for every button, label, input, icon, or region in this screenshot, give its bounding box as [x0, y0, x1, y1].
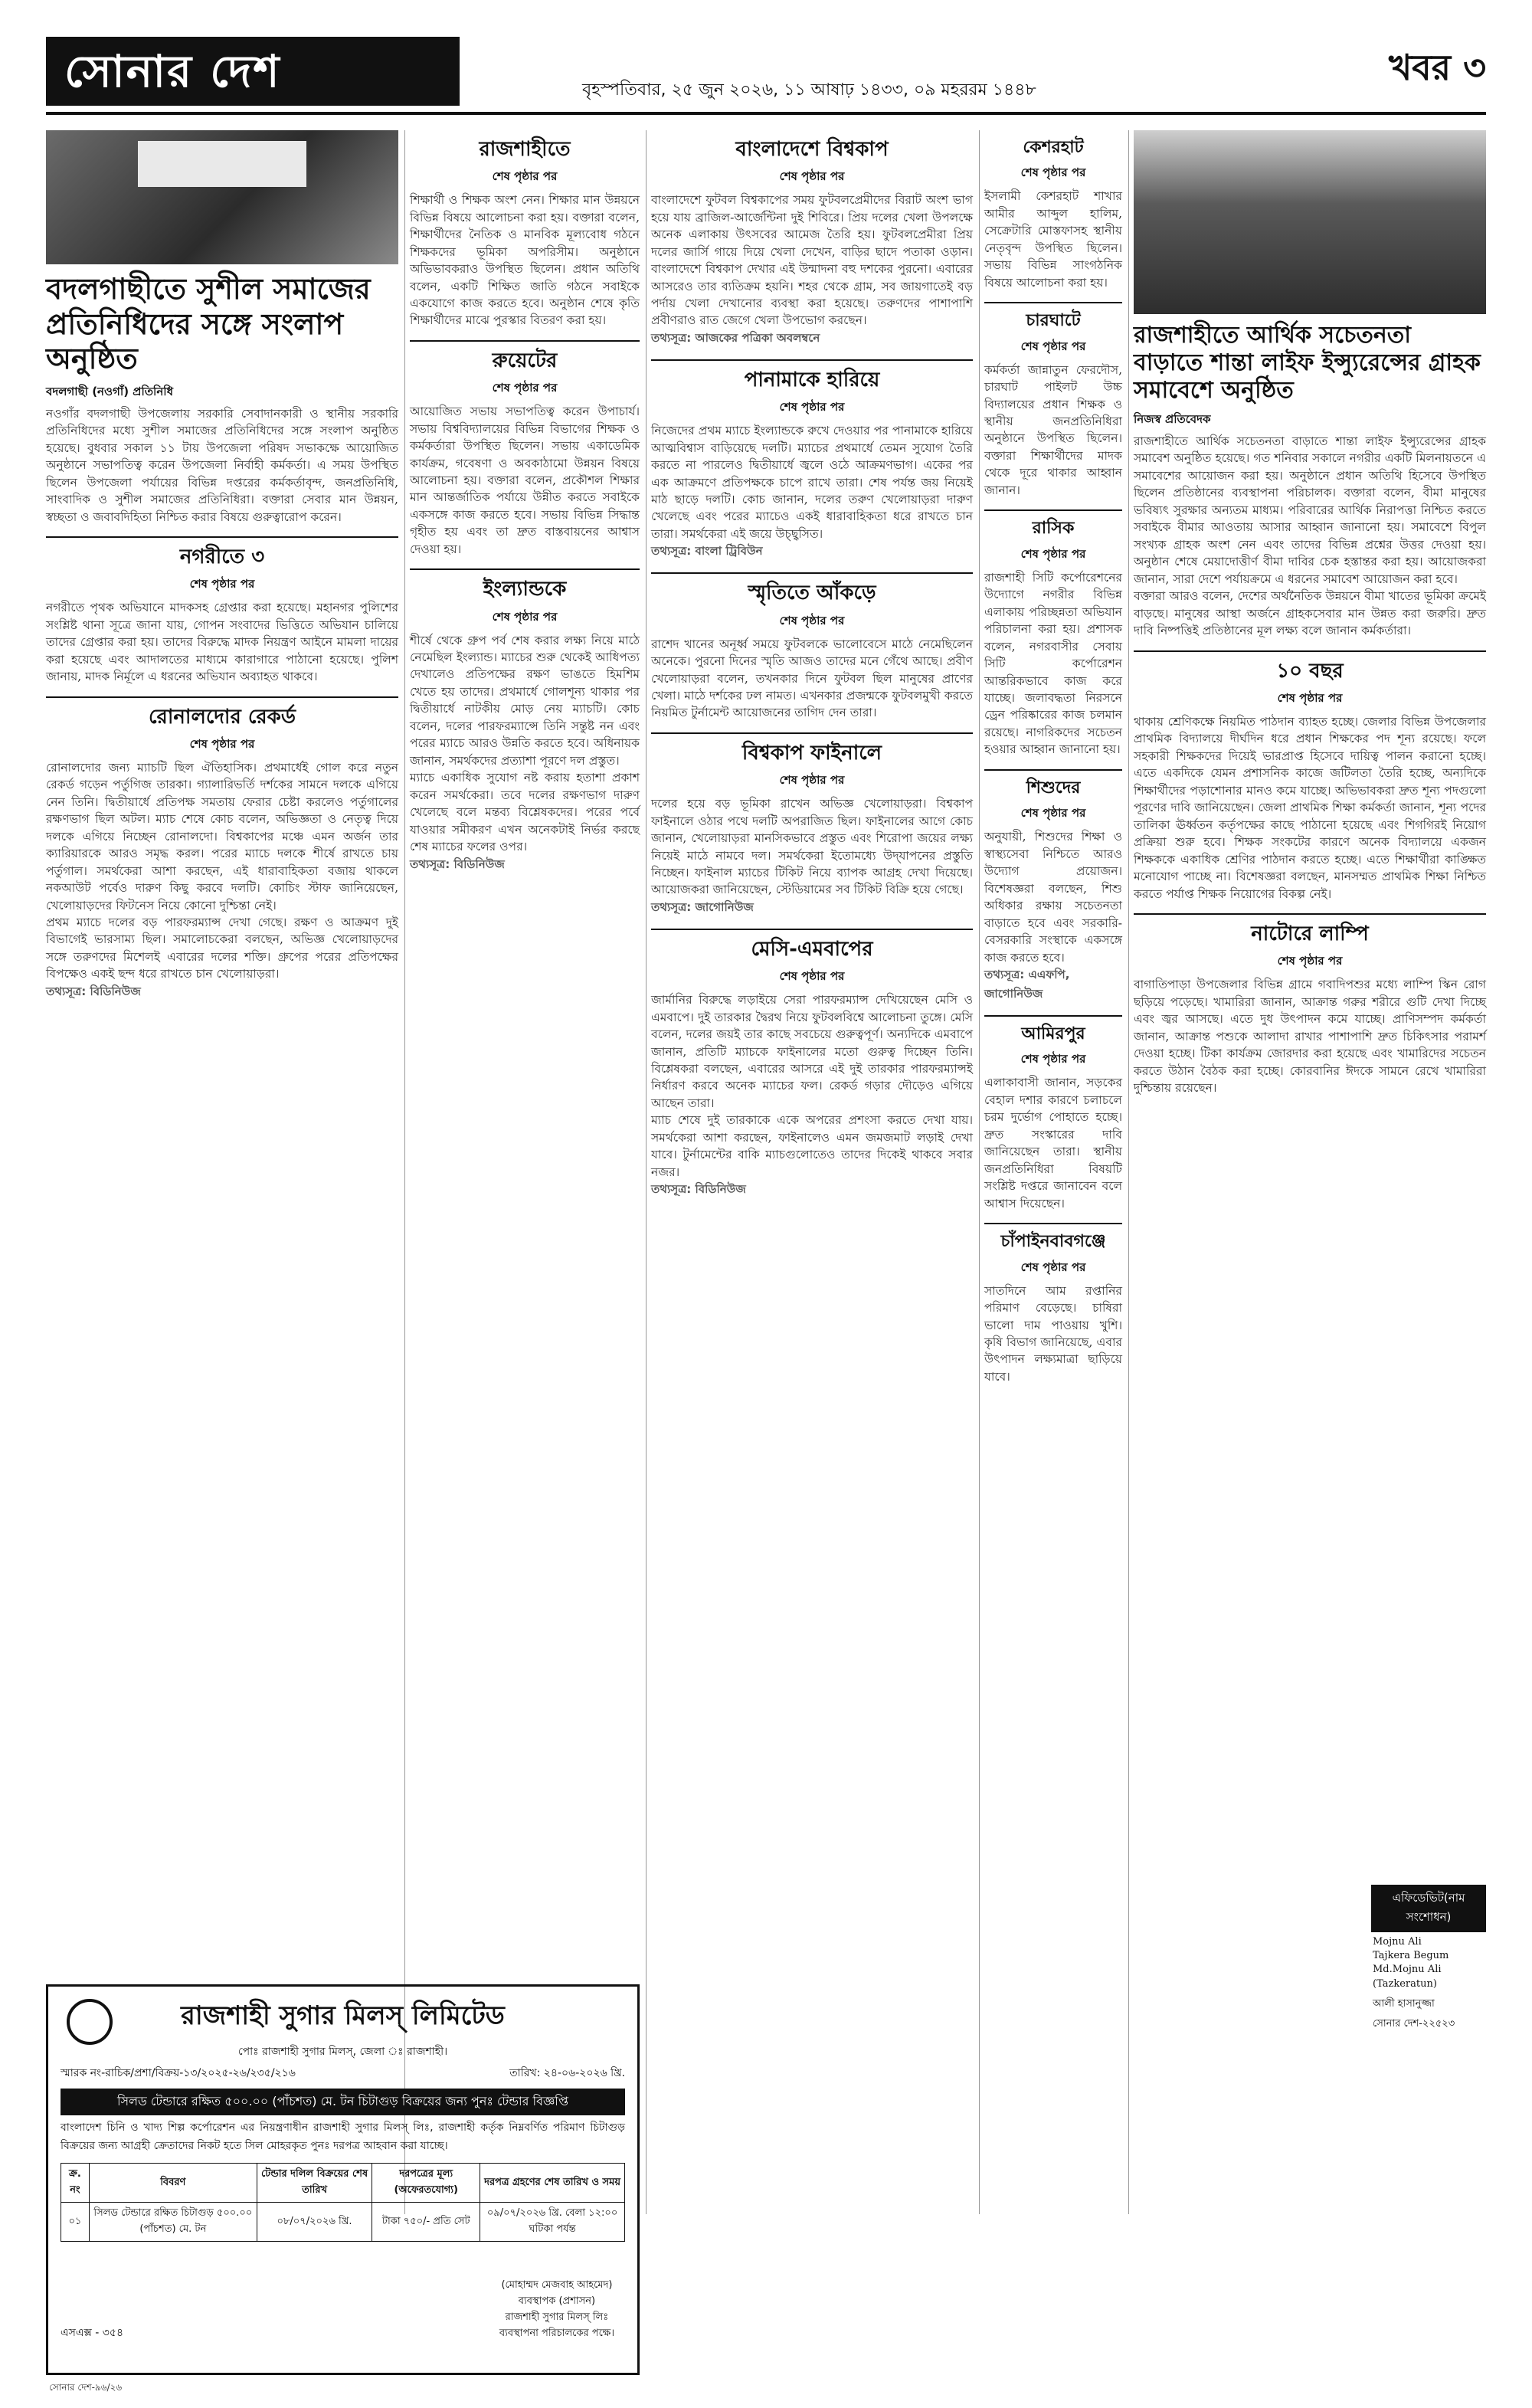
article-byline: নিজস্ব প্রতিবেদক	[1134, 412, 1211, 426]
section-title: চারঘাটে	[1026, 311, 1081, 331]
continued-label: শেষ পৃষ্ঠার পর	[1277, 954, 1343, 968]
article-body: সাতদিনে আম রপ্তানির পরিমাণ বেড়েছে। চাষিরা ভালো দাম পাওয়ায় খুশি। কৃষি বিভাগ জানিয়েছে, এবার উৎপাদন লক্ষ্যমাত্রা ছাড়িয়ে যাবে।	[984, 1283, 1122, 1384]
article-source: তথ্যসূত্র: জাগোনিউজ	[651, 899, 754, 914]
ad-code: এসএক্স - ৩৫৪	[61, 2327, 124, 2339]
article-body: শীর্ষে থেকে গ্রুপ পর্ব শেষ করার লক্ষ্য নিয়ে মাঠে নেমেছিল ইংল্যান্ড। ম্যাচের শুরু থেকেই আধিপত্য দেখালেও প্রতিপক্ষের রক্ষণ ভাঙতে হিমশিম খেতে হয় তাদের। প্রথমার্ধে গোলশূন্য থাকার পর দ্বিতীয়ার্ধে নাটকীয় মোড় নেয় ম্যাচটি। কোচ বলেন, দলের পারফরম্যান্সে তিনি সন্তুষ্ট নন এবং পরের ম্যাচে আরও উন্নতি করতে হবে। অধিনায়ক জানান, সমর্থকদের প্রত্যাশা পূরণে দল প্রস্তুত।	[410, 633, 640, 768]
article-body: থাকায় শ্রেণিকক্ষে নিয়মিত পাঠদান ব্যাহত হচ্ছে। জেলার বিভিন্ন উপজেলার প্রাথমিক বিদ্যালয়ে দীর্ঘদিন ধরে প্রধান শিক্ষকের পদ শূন্য রয়েছে। ফলে সহকারী শিক্ষকদের দিয়েই ভারপ্রাপ্ত হিসেবে দায়িত্ব পালন করানো হচ্ছে। এতে একদিকে যেমন প্রশাসনিক কাজে জটিলতা তৈরি হচ্ছে, অন্যদিকে শিক্ষার্থীদের পড়াশোনার মানও কমে যাচ্ছে। অভিভাবকরা দ্রুত শূন্য পদগুলো পূরণের দাবি জানিয়েছেন। জেলা প্রাথমিক শিক্ষা কর্মকর্তা জানান, শূন্য পদের তালিকা ঊর্ধ্বতন কর্তৃপক্ষের কাছে পাঠানো হয়েছে এবং শিগগিরই নিয়োগ প্রক্রিয়া শুরু হবে। শিক্ষক সংকটের কারণে অনেক বিদ্যালয়ে একজন শিক্ষককে একাধিক শ্রেণির পাঠদান করতে হচ্ছে। এতে শিক্ষার্থীরা কাঙ্ক্ষিত মনোযোগ পাচ্ছে না। বিশেষজ্ঞরা বলছেন, মানসম্মত প্রাথমিক শিক্ষা নিশ্চিত করতে পর্যাপ্ত শিক্ষক নিয়োগের বিকল্প নেই।	[1134, 714, 1486, 901]
article-body: রাজশাহী সিটি কর্পোরেশনের উদ্যোগে নগরীর বিভিন্ন এলাকায় পরিচ্ছন্নতা অভিযান পরিচালনা করা হয়। প্রশাসক বলেন, নগরবাসীর সেবায় সিটি কর্পোরেশন আন্তরিকভাবে কাজ করে যাচ্ছে। জলাবদ্ধতা নিরসনে ড্রেন পরিষ্কারের কাজ চলমান রয়েছে। নাগরিকদের সচেতন হওয়ার আহ্বান জানানো হয়।	[984, 570, 1122, 757]
article-body: দলের হয়ে বড় ভূমিকা রাখেন অভিজ্ঞ খেলোয়াড়রা। বিশ্বকাপ ফাইনালে ওঠার পথে দলটি অপরাজিত ছিল। ফাইনালের আগে কোচ জানান, খেলোয়াড়রা মানসিকভাবে প্রস্তুত এবং শিরোপা জয়ের লক্ষ্য নিয়েই মাঠে নামবে দল। সমর্থকেরা ইতোমধ্যে উদ্‌যাপনের প্রস্তুতি নিচ্ছেন। ফাইনাল ম্যাচের টিকিট নিয়ে ব্যাপক আগ্রহ দেখা দিয়েছে। আয়োজকরা জানিয়েছেন, স্টেডিয়ামের সব টিকিট বিক্রি হয়ে গেছে।	[651, 797, 973, 897]
ad-address: পোঃ রাজশাহী সুগার মিলস্, জেলা ঃ রাজশাহী।	[237, 2046, 448, 2058]
continued-label: শেষ পৃষ্ঠার পর	[779, 773, 845, 788]
article-body: জার্মানির বিরুদ্ধে লড়াইয়ে সেরা পারফরম্যান্স দেখিয়েছেন মেসি ও এমবাপে। দুই তারকার দ্বৈরথ নিয়ে ফুটবলবিশ্বে আলোচনা তুঙ্গে। মেসি বলেন, দলের জয়ই তার কাছে সবচেয়ে গুরুত্বপূর্ণ। অন্যদিকে এমবাপে জানান, প্রতিটি ম্যাচকে ফাইনালের মতো গুরুত্ব দিচ্ছেন তিনি। বিশ্লেষকরা বলছেন, এবারের আসরে এই দুই তারকার পারফরম্যান্সই নির্ধারণ করবে অনেক ম্যাচের ফল। রেকর্ড গড়ার দৌড়েও এগিয়ে আছেন তারা।	[651, 993, 973, 1110]
section-title: মেসি-এমবাপের	[751, 937, 873, 961]
continued-label: শেষ পৃষ্ঠার পর	[1020, 1260, 1086, 1274]
table-header: টেন্ডার দলিল বিক্রয়ের শেষ তারিখ	[257, 2164, 372, 2203]
section-title: চাঁপাইনবাবগঞ্জে	[1000, 1232, 1106, 1252]
ad-ref: স্মারক নং-রাচিক/প্রশা/বিক্রয়-১৩/২০২৫-২৬/২৩৫/২১৬	[61, 2067, 296, 2079]
article-source: তথ্যসূত্র: বিডিনিউজ	[651, 1182, 746, 1197]
continued-label: শেষ পৃষ্ঠার পর	[189, 736, 255, 751]
section-title: বিশ্বকাপ ফাইনালে	[741, 741, 882, 765]
affidavit-notice	[1371, 1885, 1486, 2034]
section-title: রাজশাহীতে	[479, 138, 571, 161]
section-title: স্মৃতিতে আঁকড়ে	[748, 582, 876, 605]
article-headline: রাজশাহীতে আর্থিক সচেতনতা বাড়াতে শান্তা লাইফ ইন্স্যুরেন্সের গ্রাহক সমাবেশে অনুষ্ঠিত	[1134, 322, 1481, 404]
signatory-org-2: ব্যবস্থাপনা পরিচালকের পক্ষে।	[499, 2328, 614, 2339]
ad-ref-row	[61, 2064, 625, 2082]
table-header: ক্র. নং	[61, 2164, 90, 2203]
newspaper-logo: সোনার দেশ	[46, 37, 460, 106]
article-source: তথ্যসূত্র: আজকের পত্রিকা অবলম্বনে	[651, 330, 820, 345]
tender-table	[61, 2163, 625, 2242]
column-divider	[1128, 130, 1129, 2214]
section-title: নাটোরে লাম্পি	[1251, 922, 1369, 945]
affidavit-name: Mojnu Ali	[1373, 1936, 1422, 1948]
column-divider	[404, 130, 405, 2214]
article-body: ম্যাচ শেষে দুই তারকাকে একে অপরের প্রশংসা করতে দেখা যায়। সমর্থকেরা আশা করছেন, ফাইনালেও এমন জমজমাট লড়াই দেখা যাবে। টুর্নামেন্টের বাকি ম্যাচগুলোতেও তাদের দিকেই থাকবে সবার নজর।	[651, 1113, 973, 1179]
column-2	[410, 130, 640, 878]
continued-label: শেষ পৃষ্ঠার পর	[779, 969, 845, 984]
table-cell: ০৯/০৭/২০২৬ খ্রি. বেলা ১২:০০ ঘটিকা পর্যন্ত	[480, 2203, 625, 2242]
article-body: আয়োজিত সভায় সভাপতিত্ব করেন উপাচার্য। সভায় বিশ্ববিদ্যালয়ের বিভিন্ন বিভাগের শিক্ষক ও কর্মকর্তারা উপস্থিত ছিলেন। সভায় একাডেমিক কার্যক্রম, গবেষণা ও অবকাঠামো উন্নয়ন বিষয়ে আলোচনা হয়। বক্তারা বলেন, প্রকৌশল শিক্ষার মান আন্তর্জাতিক পর্যায়ে উন্নীত করতে সবাইকে একসঙ্গে কাজ করতে হবে। সভায় বিভিন্ন সিদ্ধান্ত গৃহীত হয় এবং তা দ্রুত বাস্তবায়নের আশ্বাস দেওয়া হয়।	[410, 405, 640, 556]
section-title: বাংলাদেশে বিশ্বকাপ	[735, 138, 889, 161]
article-body: বাংলাদেশে ফুটবল বিশ্বকাপের সময় ফুটবলপ্রেমীদের বিরাট অংশ ভাগ হয়ে যায় ব্রাজিল-আর্জেন্টিনা দুই শিবিরে। প্রিয় দলের খেলা উপলক্ষে অনেক এলাকায় উৎসবের আমেজ তৈরি হয়। ফুটবলপ্রেমীরা প্রিয় দলের জার্সি গায়ে দিয়ে খেলা দেখেন, বাড়ির ছাদে পতাকা ওড়ান। বাংলাদেশে বিশ্বকাপ দেখার এই উন্মাদনা বহু দশকের পুরনো। এবারের আসরেও তার ব্যতিক্রম হয়নি। শহর থেকে গ্রাম, সব জায়গাতেই বড় পর্দায় খেলা দেখানোর ব্যবস্থা করা হয়েছে। তরুণদের পাশাপাশি প্রবীণরাও রাত জেগে খেলা উপভোগ করছেন।	[651, 193, 973, 328]
company-logo-icon	[67, 1999, 113, 2045]
table-header: দরপত্র গ্রহণের শেষ তারিখ ও সময়	[480, 2164, 625, 2203]
section-title: রুয়েটের	[492, 349, 558, 372]
column-divider	[979, 130, 980, 2214]
table-cell: ০১	[61, 2203, 90, 2242]
article-source: তথ্যসূত্র: এএফপি, জাগোনিউজ	[984, 968, 1070, 1001]
continued-label: শেষ পৃষ্ঠার পর	[1020, 546, 1086, 561]
article-source: তথ্যসূত্র: বিডিনিউজ	[410, 857, 505, 871]
article-body: রোনালদোর জন্য ম্যাচটি ছিল ঐতিহাসিক। প্রথমার্ধেই গোল করে নতুন রেকর্ড গড়েন পর্তুগিজ তারকা। গ্যালারিভর্তি দর্শকের সামনে দলকে এগিয়ে নেন তিনি। দ্বিতীয়ার্ধে প্রতিপক্ষ সমতায় ফেরার চেষ্টা করলেও পর্তুগালের রক্ষণভাগ ছিল অটল। ম্যাচ শেষে কোচ বলেন, অভিজ্ঞতা ও নেতৃত্ব দিয়ে দলকে এগিয়ে নিচ্ছেন রোনালদো। বিশ্বকাপের মঞ্চে এমন অর্জন তার ক্যারিয়ারকে আরও সমৃদ্ধ করল। পরের ম্যাচে দলকে শীর্ষে রাখতে চায় পর্তুগাল। সমর্থকেরা আশা করছেন, এই ধারাবাহিকতা বজায় থাকলে নকআউট পর্বেও দারুণ কিছু করবে দলটি। কোচিং স্টাফ জানিয়েছেন, খেলোয়াড়দের ফিটনেস নিয়ে কোনো দুশ্চিন্তা নেই।	[46, 760, 398, 912]
continued-label: শেষ পৃষ্ঠার পর	[492, 609, 558, 624]
continued-label: শেষ পৃষ্ঠার পর	[1020, 165, 1086, 180]
table-cell: ০৮/০৭/২০২৬ খ্রি.	[257, 2203, 372, 2242]
event-hall-photo	[1134, 130, 1486, 314]
table-header-row	[61, 2164, 625, 2203]
article-body: নগরীতে পৃথক অভিযানে মাদকসহ গ্রেপ্তার করা হয়েছে। মহানগর পুলিশের সংশ্লিষ্ট থানা সূত্রে জানা যায়, গোপন সংবাদের ভিত্তিতে অভিযান চালিয়ে তাদের গ্রেপ্তার করা হয়। তাদের বিরুদ্ধে মাদক নিয়ন্ত্রণ আইনে মামলা দায়ের করা হয়েছে এবং আদালতের মাধ্যমে কারাগারে পাঠানো হয়েছে। পুলিশ জানায়, মাদক নির্মূলে এ ধরনের অভিযান অব্যাহত থাকবে।	[46, 601, 398, 684]
table-cell: টাকা ৭৫০/- প্রতি সেট	[372, 2203, 480, 2242]
article-body: কর্মকর্তা জান্নাতুন ফেরদৌস, চারঘাট পাইলট উচ্চ বিদ্যালয়ের প্রধান শিক্ষক ও স্থানীয় জনপ্রতিনিধিরা অনুষ্ঠানে উপস্থিত ছিলেন। বক্তারা শিক্ষার্থীদের মাদক থেকে দূরে থাকার আহ্বান জানান।	[984, 362, 1122, 497]
ad-date: তারিখ: ২৪-০৬-২০২৬ খ্রি.	[509, 2067, 625, 2079]
section-title: নগরীতে ৩	[179, 545, 265, 569]
column-4	[984, 130, 1122, 1385]
continued-label: শেষ পৃষ্ঠার পর	[779, 169, 845, 184]
affidavit-header: এফিডেভিট(নাম সংশোধন)	[1371, 1885, 1486, 1932]
article-body: অনুযায়ী, শিশুদের শিক্ষা ও স্বাস্থ্যসেবা নিশ্চিতে আরও উদ্যোগ প্রয়োজন। বিশেষজ্ঞরা বলছেন, শিশু অধিকার রক্ষায় সচেতনতা বাড়াতে হবে এবং সরকারি-বেসরকারি সংস্থাকে একসঙ্গে কাজ করতে হবে।	[984, 830, 1122, 965]
continued-label: শেষ পৃষ্ঠার পর	[779, 400, 845, 414]
article-source: তথ্যসূত্র: বাংলা ট্রিবিউন	[651, 544, 763, 559]
continued-label: শেষ পৃষ্ঠার পর	[492, 381, 558, 395]
article-body: নওগাঁর বদলগাছী উপজেলায় সরকারি সেবাদানকারী ও স্থানীয় সরকারি প্রতিনিধিদের মধ্যে সুশীল সমাজের প্রতিনিধিদের সঙ্গে সংলাপ অনুষ্ঠিত হয়েছে। বুধবার সকাল ১১ টায় উপজেলা পরিষদ সভাকক্ষে আয়োজিত অনুষ্ঠানে সভাপতিত্ব করেন উপজেলা নির্বাহী কর্মকর্তা। এ সময় উপস্থিত ছিলেন উপজেলা পর্যায়ের বিভিন্ন দপ্তরের কর্মকর্তাবৃন্দ, জনপ্রতিনিধি, সাংবাদিক ও সুশীল সমাজের প্রতিনিধিরা। বক্তারা সেবার মান উন্নয়ন, স্বচ্ছতা ও জবাবদিহিতা নিশ্চিত করার বিষয়ে গুরুত্বারোপ করেন।	[46, 406, 398, 524]
affidavit-signature: আলী হাসানুজ্জা	[1373, 1997, 1435, 2010]
affidavit-name: (Tazkeratun)	[1373, 1977, 1437, 1990]
section-title: ১০ বছর	[1276, 659, 1344, 683]
ad-footer-code: সোনার দেশ-৯৬/২৬	[49, 2382, 123, 2393]
table-row	[61, 2203, 625, 2242]
column-3	[651, 130, 973, 1203]
signatory-org: রাজশাহী সুগার মিলস্ লিঃ	[505, 2311, 609, 2323]
ad-company-name: রাজশাহী সুগার মিলস্ লিমিটেড	[181, 2000, 505, 2031]
continued-label: শেষ পৃষ্ঠার পর	[1020, 806, 1086, 821]
signatory-title: ব্যবস্থাপক (প্রশাসন)	[518, 2295, 596, 2307]
continued-label: শেষ পৃষ্ঠার পর	[492, 169, 558, 184]
table-header: বিবরণ	[89, 2164, 257, 2203]
article-body: শিক্ষার্থী ও শিক্ষক অংশ নেন। শিক্ষার মান উন্নয়নে বিভিন্ন বিষয়ে আলোচনা করা হয়। বক্তারা বলেন, শিক্ষার্থীদের নৈতিক ও মানবিক মূল্যবোধ গঠনে শিক্ষকদের ভূমিকা অপরিসীম। অনুষ্ঠানে অভিভাবকরাও উপস্থিত ছিলেন। প্রধান অতিথি বলেন, একটি শিক্ষিত জাতি গঠনে সবাইকে একযোগে কাজ করতে হবে। অনুষ্ঠান শেষে কৃতি শিক্ষার্থীদের মাঝে পুরস্কার বিতরণ করা হয়।	[410, 193, 640, 328]
table-header: দরপত্রের মূল্য (অফেরতযোগ্য)	[372, 2164, 480, 2203]
section-title: ইংল্যান্ডকে	[483, 578, 567, 601]
article-body: এলাকাবাসী জানান, সড়কের বেহাল দশার কারণে চলাচলে চরম দুর্ভোগ পোহাতে হচ্ছে। দ্রুত সংস্কারের দাবি জানিয়েছেন তারা। স্থানীয় জনপ্রতিনিধিরা বিষয়টি সংশ্লিষ্ট দপ্তরে জানাবেন বলে আশ্বাস দিয়েছেন।	[984, 1076, 1122, 1211]
article-byline: বদলগাছী (নওগাঁ) প্রতিনিধি	[46, 384, 173, 398]
column-divider	[646, 130, 647, 2214]
section-title: শিশুদের	[1026, 778, 1081, 798]
continued-label: শেষ পৃষ্ঠার পর	[1277, 690, 1343, 705]
article-body: প্রথম ম্যাচে দলের বড় পারফরম্যান্স দেখা গেছে। রক্ষণ ও আক্রমণ দুই বিভাগেই ভারসাম্য ছিল। সমালোচকেরা বলছেন, অভিজ্ঞ খেলোয়াড়দের সঙ্গে তরুণদের মিশেলই এবারের দলের শক্তি। গ্রুপের পরের প্রতিপক্ষের বিপক্ষেও একই ছন্দ ধরে রাখতে চান খেলোয়াড়রা।	[46, 916, 398, 981]
article-source: তথ্যসূত্র: বিডিনিউজ	[46, 984, 141, 998]
tender-advertisement	[46, 1984, 640, 2375]
article-headline: বদলগাছীতে সুশীল সমাজের প্রতিনিধিদের সঙ্গে সংলাপ অনুষ্ঠিত	[46, 272, 371, 376]
section-title: পানামাকে হারিয়ে	[744, 368, 880, 392]
affidavit-footer: সোনার দেশ-২২৫২৩	[1373, 2017, 1455, 2030]
masthead	[46, 31, 1486, 115]
article-body: রাশেদ খানের অনূর্ধ্ব সময়ে ফুটবলকে ভালোবেসে মাঠে নেমেছিলেন অনেকে। পুরনো দিনের স্মৃতি আজও তাদের মনে গেঁথে আছে। প্রবীণ খেলোয়াড়রা বলেন, তখনকার দিনে ফুটবল ছিল মানুষের প্রাণের খেলা। মাঠে দর্শকের ঢল নামত। এখনকার প্রজন্মকে ফুটবলমুখী করতে নিয়মিত টুর্নামেন্ট আয়োজনের তাগিদ দেন তারা।	[651, 637, 973, 720]
meeting-photo	[46, 130, 398, 264]
affidavit-body	[1371, 1932, 1486, 1994]
affidavit-name: Md.Mojnu Ali	[1373, 1964, 1442, 1976]
section-title: আমিরপুর	[1021, 1024, 1085, 1044]
article-body: ইসলামী কেশরহাট শাখার আমীর আব্দুল হালিম, সেক্রেটারি মোস্তফাসহ স্থানীয় নেতৃবৃন্দ উপস্থিত ছিলেন। সভায় বিভিন্ন সাংগঠনিক বিষয়ে আলোচনা করা হয়।	[984, 189, 1122, 290]
table-cell: সিলড টেন্ডারে রক্ষিত চিটাগুড় ৫০০.০০ (পাঁচশত) মে. টন	[89, 2203, 257, 2242]
article-body: বাগাতিপাড়া উপজেলার বিভিন্ন গ্রামে গবাদিপশুর মধ্যে লাম্পি স্কিন রোগ ছড়িয়ে পড়েছে। খামারিরা জানান, আক্রান্ত গরুর শরীরে গুটি দেখা দিচ্ছে এবং জ্বর আসছে। এতে দুধ উৎপাদন কমে যাচ্ছে। প্রাণিসম্পদ কর্মকর্তা জানান, আক্রান্ত পশুকে আলাদা রাখার পাশাপাশি দ্রুত চিকিৎসার পরামর্শ দেওয়া হচ্ছে। টিকা কার্যক্রম জোরদার করা হয়েছে এবং খামারিদের সচেতন করতে উঠান বৈঠক করা হচ্ছে। কোরবানির ঈদকে সামনে রেখে খামারিরা দুশ্চিন্তায় রয়েছেন।	[1134, 978, 1486, 1095]
column-1	[46, 130, 398, 1005]
continued-label: শেষ পৃষ্ঠার পর	[779, 613, 845, 627]
section-title: রাসিক	[1032, 519, 1075, 539]
section-title: কেশরহাট	[1023, 138, 1084, 157]
event-banner	[138, 141, 306, 187]
article-body: রাজশাহীতে আর্থিক সচেতনতা বাড়াতে শান্তা লাইফ ইন্স্যুরেন্সের গ্রাহক সমাবেশ অনুষ্ঠিত হয়েছে। গত শনিবার সকালে নগরীর একটি মিলনায়তনে এ সমাবেশের আয়োজন করা হয়। অনুষ্ঠানে প্রধান অতিথি হিসেবে উপস্থিত ছিলেন প্রতিষ্ঠানের ব্যবস্থাপনা পরিচালক। বক্তারা বলেন, বীমা মানুষের ভবিষ্যৎ সুরক্ষার অন্যতম মাধ্যম। পরিবারের আর্থিক নিরাপত্তা নিশ্চিত করতে সবাইকে বীমার আওতায় আসার আহ্বান জানানো হয়। সমাবেশে বিপুল সংখ্যক গ্রাহক অংশ নেন এবং তাদের বিভিন্ন প্রশ্নের উত্তর দেওয়া হয়। অনুষ্ঠান শেষে মেয়াদোত্তীর্ণ বীমা দাবির চেক হস্তান্তর করা হয়। আয়োজকরা জানান, সারা দেশে পর্যায়ক্রমে এ ধরনের সমাবেশ আয়োজন করা হবে।	[1134, 434, 1486, 586]
column-5	[1134, 130, 1486, 1096]
article-body: নিজেদের প্রথম ম্যাচে ইংল্যান্ডকে রুখে দেওয়ার পর পানামাকে হারিয়ে আত্মবিশ্বাস বাড়িয়েছে দলটি। ম্যাচের প্রথমার্ধে তেমন সুযোগ তৈরি করতে না পারলেও দ্বিতীয়ার্ধে জ্বলে ওঠে আক্রমণভাগ। একের পর এক আক্রমণে প্রতিপক্ষকে চাপে রাখে তারা। শেষ পর্যন্ত জয় নিয়েই মাঠ ছাড়ে দলটি। কোচ জানান, দলের তরুণ খেলোয়াড়রা দারুণ খেলেছে এবং পরের ম্যাচেও একই ধারাবাহিকতা ধরে রাখতে চান তারা। সমর্থকেরা এই জয়ে উচ্ছ্বসিত।	[651, 424, 973, 541]
section-title: রোনালদোর রেকর্ড	[149, 705, 296, 729]
ad-notice-bar: সিলড টেন্ডারে রক্ষিত ৫০০.০০ (পাঁচশত) মে. টন চিটাগুড় বিক্রয়ের জন্য পুনঃ টেন্ডার বিজ্ঞপ্তি	[61, 2089, 625, 2115]
ad-intro: বাংলাদেশ চিনি ও খাদ্য শিল্প কর্পোরেশন এর নিয়ন্ত্রণাধীন রাজশাহী সুগার মিলস্ লিঃ, রাজশাহী কর্তৃক নিম্নবর্ণিত পরিমাণ চিটাগুড় বিক্রয়ের জন্য আগ্রহী ক্রেতাদের নিকট হতে সিল মোহরকৃত পুনঃ দরপত্র আহবান করা যাচ্ছে।	[61, 2121, 625, 2152]
article-body: বক্তারা আরও বলেন, দেশের অর্থনৈতিক উন্নয়নে বীমা খাতের ভূমিকা ক্রমেই বাড়ছে। মানুষের আস্থা অর্জনে গ্রাহকসেবার মান উন্নত করা জরুরি। দ্রুত দাবি নিষ্পত্তিই প্রতিষ্ঠানের মূল লক্ষ্য বলে জানান কর্মকর্তারা।	[1134, 589, 1486, 638]
continued-label: শেষ পৃষ্ঠার পর	[1020, 339, 1086, 353]
continued-label: শেষ পৃষ্ঠার পর	[1020, 1052, 1086, 1066]
article-body: ম্যাচে একাধিক সুযোগ নষ্ট করায় হতাশা প্রকাশ করেন সমর্থকেরা। তবে দলের রক্ষণভাগ দারুণ খেলেছে বলে মন্তব্য বিশ্লেষকদের। পরের পর্বে যাওয়ার সমীকরণ এখন অনেকটাই নির্ভর করছে শেষ ম্যাচের ফলের ওপর।	[410, 771, 640, 854]
page-label: খবর ৩	[1388, 47, 1486, 88]
signatory-name: (মোহাম্মদ মেজবাহ আহমেদ)	[501, 2279, 613, 2291]
continued-label: শেষ পৃষ্ঠার পর	[189, 577, 255, 591]
issue-date: বৃহস্পতিবার, ২৫ জুন ২০২৬, ১১ আষাঢ় ১৪৩৩, ০৯ মহররম ১৪৪৮	[582, 80, 1036, 100]
affidavit-name: Tajkera Begum	[1373, 1950, 1449, 1962]
ad-signature-block	[499, 2278, 614, 2342]
